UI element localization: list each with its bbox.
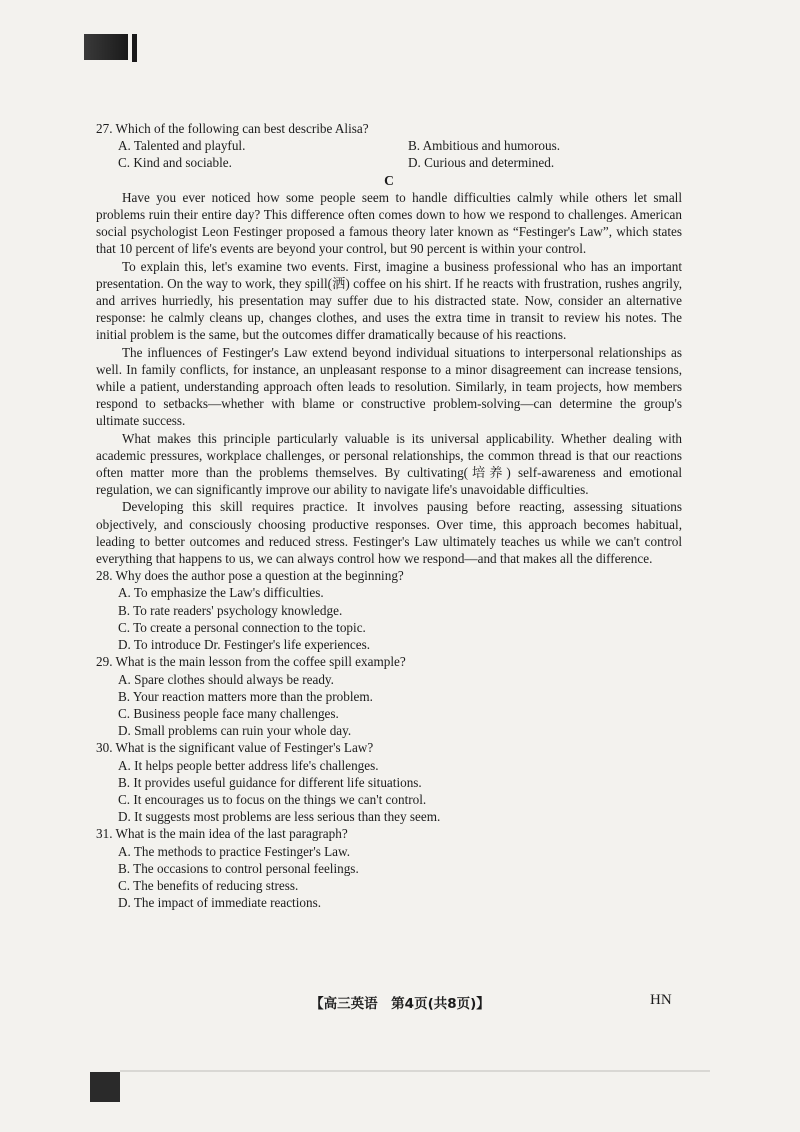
passage-paragraph: The influences of Festinger's Law extend beyond individual situations to interpersonal relationships as well. In family conflicts, for instance, an unpleasant response to a minor disagreement can increase tensions, while a patient, understanding approach often leads to resolution. Similarly, in team projects, how members respond to setbacks—whether with blame or constructive problem-solving—can determine the group's ultimate success.: [96, 344, 682, 429]
option-b: B. Ambitious and humorous.: [408, 138, 561, 154]
option-b: B. To rate readers' psychology knowledge.: [118, 602, 343, 618]
passage-paragraph: What makes this principle particularly valuable is its universal applicability. Whether dealing with academic pressures, workplace challenges, or personal relationships, the common thread is that our reactions often matter more than the problems themselves. By cultivating(培养) self-awareness and emotional regulation, we can significantly improve our ability to navigate life's unavoidable difficulties.: [96, 430, 682, 498]
scan-edge-line: [120, 1070, 710, 1072]
question-text: 28. Why does the author pose a question at the beginning?: [96, 568, 404, 584]
option-a: A. To emphasize the Law's difficulties.: [118, 585, 324, 601]
question-text: 27. Which of the following can best describe Alisa?: [96, 121, 369, 136]
passage-paragraph: To explain this, let's examine two events. First, imagine a business professional who has an important presentation. On the way to work, they spill(洒) coffee on his shirt. If he reacts with frustration, rushes angrily, and arrives hurriedly, his presentation may suffer due to his distracted state. Now, consider an alternative response: he calmly cleans up, changes clothes, and uses the extra time in transit to review his notes. The initial problem is the same, but the outcomes differ dramatically because of his reactions.: [96, 258, 682, 343]
passage-paragraph: Have you ever noticed how some people seem to handle difficulties calmly while others let small problems ruin their entire day? This difference often comes down to how we respond to challenges. American social psychologist Leon Festinger proposed a famous theory later known as “Festinger's Law”, which states that 10 percent of life's events are beyond your control, but 90 percent is within your control.: [96, 189, 682, 257]
option-a: A. Talented and playful.: [118, 138, 246, 154]
scan-corner-mark-bottom: [90, 1072, 120, 1102]
option-b: B. The occasions to control personal feelings.: [118, 860, 359, 876]
reading-passage: [96, 189, 682, 567]
option-d: D. The impact of immediate reactions.: [118, 895, 321, 911]
question-29: [96, 653, 682, 739]
question-text: 31. What is the main idea of the last paragraph?: [96, 826, 348, 842]
option-a: A. Spare clothes should always be ready.: [118, 671, 334, 687]
option-b: B. It provides useful guidance for different life situations.: [118, 774, 422, 790]
option-a: A. It helps people better address life's challenges.: [118, 757, 379, 773]
option-d: D. To introduce Dr. Festinger's life experiences.: [118, 637, 371, 653]
question-31: [96, 825, 682, 911]
option-c: C. The benefits of reducing stress.: [118, 877, 299, 893]
question-27: [96, 120, 682, 172]
option-c: C. It encourages us to focus on the things we can't control.: [118, 791, 427, 807]
option-b: B. Your reaction matters more than the problem.: [118, 688, 373, 704]
options-grid: [96, 137, 682, 171]
option-c: C. Kind and sociable.: [118, 155, 232, 171]
option-a: A. The methods to practice Festinger's Law.: [118, 843, 350, 859]
region-code: HN: [650, 992, 672, 1008]
question-text: 29. What is the main lesson from the coffee spill example?: [96, 654, 406, 670]
question-30: [96, 739, 682, 825]
passage-paragraph: Developing this skill requires practice. It involves pausing before reacting, assessing situations objectively, and consciously choosing productive responses. Over time, this approach becomes habitual, leading to better outcomes and reduced stress. Festinger's Law ultimately teaches us while we can't control everything that happens to us, we can always control how we respond—and that makes all the difference.: [96, 499, 682, 567]
exam-page: [96, 120, 682, 911]
option-c: C. To create a personal connection to the topic.: [118, 619, 366, 635]
page-footer-title: 【高三英语 第4页(共8页)】: [310, 996, 490, 1012]
question-text: 30. What is the significant value of Festinger's Law?: [96, 740, 374, 756]
option-d: D. It suggests most problems are less serious than they seem.: [118, 809, 441, 825]
option-d: D. Small problems can ruin your whole day.: [118, 723, 352, 739]
section-heading: C: [384, 172, 394, 188]
scan-corner-bar: [132, 34, 137, 62]
option-c: C. Business people face many challenges.: [118, 705, 339, 721]
option-d: D. Curious and determined.: [408, 155, 555, 171]
question-28: [96, 567, 682, 653]
scan-corner-mark: [84, 34, 128, 60]
